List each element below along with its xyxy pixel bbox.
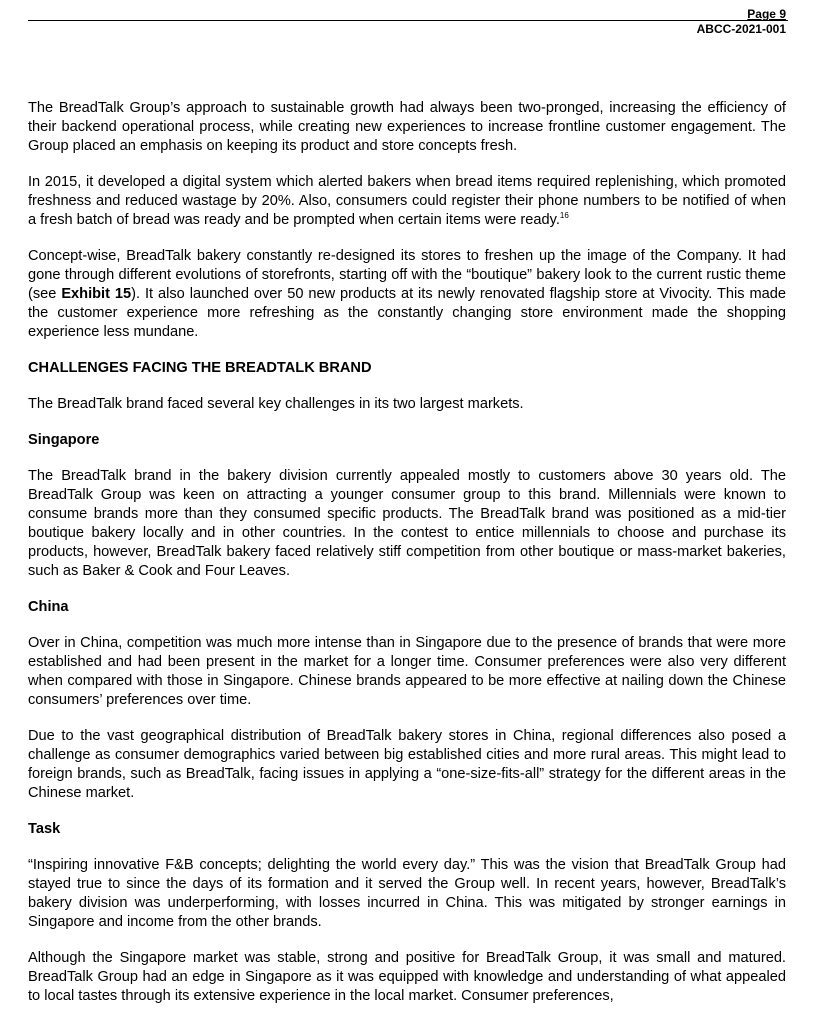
paragraph-singapore-market: Although the Singapore market was stable, strong and positive for BreadTalk Group, it was small and matured. BreadTalk Group had an edge in Singapore as it was equipped with knowledge and understanding of what appealed to local tastes through its extensive experience in the local market. Consumer preferences, bbox=[28, 950, 786, 1004]
paragraph-singapore: The BreadTalk brand in the bakery division currently appealed mostly to customers above 30 years old. The BreadTalk Group was keen on attracting a younger consumer group to this brand. Millennials were known to consume brands more than they consumed specific products. The BreadTalk brand was positioned as a mid-tier boutique bakery locally and in other countries. In the contest to entice millennials to choose and purchase its products, however, BreadTalk bakery faced relatively stiff competition from other boutique or mass-market bakeries, such as Baker & Cook and Four Leaves. bbox=[28, 468, 786, 579]
paragraph-china-regional: Due to the vast geographical distribution of BreadTalk bakery stores in China, regional differences also posed a challenge as consumer demographics varied between big established cities and more rural areas. This might lead to foreign brands, such as BreadTalk, facing issues in applying a “one-size-fits-all” strategy for the different areas in the Chinese market. bbox=[28, 728, 786, 801]
subheading-task: Task bbox=[28, 821, 61, 837]
footnote-ref: 16 bbox=[559, 211, 569, 220]
paragraph-task-vision: “Inspiring innovative F&B concepts; delighting the world every day.” This was the vision that BreadTalk Group had stayed true to since the days of its formation and it served the Group well. In recent years, however, BreadTalk’s bakery division was underperforming, with losses incurred in China. This was mitigated by stronger earnings in Singapore and income from the other brands. bbox=[28, 857, 786, 930]
subheading-singapore: Singapore bbox=[28, 432, 100, 448]
subheading-china: China bbox=[28, 599, 69, 615]
paragraph-china-competition: Over in China, competition was much more intense than in Singapore due to the presence of brands that were more established and had been present in the market for a longer time. Consumer preferences were also very different when compared with those in Singapore. Chinese brands appeared to be more effective at nailing down the Chinese consumers’ preferences over time. bbox=[28, 635, 786, 708]
case-code: ABCC-2021-001 bbox=[696, 22, 786, 36]
paragraph-digital-system: In 2015, it developed a digital system which alerted bakers when bread items required replenishing, which promoted freshness and reduced wastage by 20%. Also, consumers could register their phone numbers to be notified of when a fresh batch of bread was ready and be prompted when certain items were ready.$^{16}$ bbox=[28, 174, 786, 228]
document-body bbox=[28, 99, 786, 1006]
paragraph-growth-approach: The BreadTalk Group’s approach to sustainable growth had always been two-pronged, increasing the efficiency of their backend operational process, while creating new experiences to increase frontline customer engagement. The Group placed an emphasis on keeping its product and store concepts fresh. bbox=[28, 100, 786, 154]
section-heading-challenges: CHALLENGES FACING THE BREADTALK BRAND bbox=[28, 360, 372, 376]
header-rule bbox=[28, 20, 788, 21]
paragraph-store-concept: Concept-wise, BreadTalk bakery constantly re-designed its stores to freshen up the image of the Company. It had gone through different evolutions of storefronts, starting off with the “boutique” bakery look to the current rustic theme (see Exhibit 15). It also launched over 50 new products at its newly renovated flagship store at Vivocity. This made the customer experience more refreshing as the constantly changing store environment made the shopping experience less mundane. bbox=[28, 248, 787, 340]
paragraph-challenges-intro: The BreadTalk brand faced several key challenges in its two largest markets. bbox=[28, 396, 524, 412]
exhibit-ref: Exhibit 15 bbox=[61, 286, 132, 302]
page-number: Page 9 bbox=[747, 7, 786, 21]
